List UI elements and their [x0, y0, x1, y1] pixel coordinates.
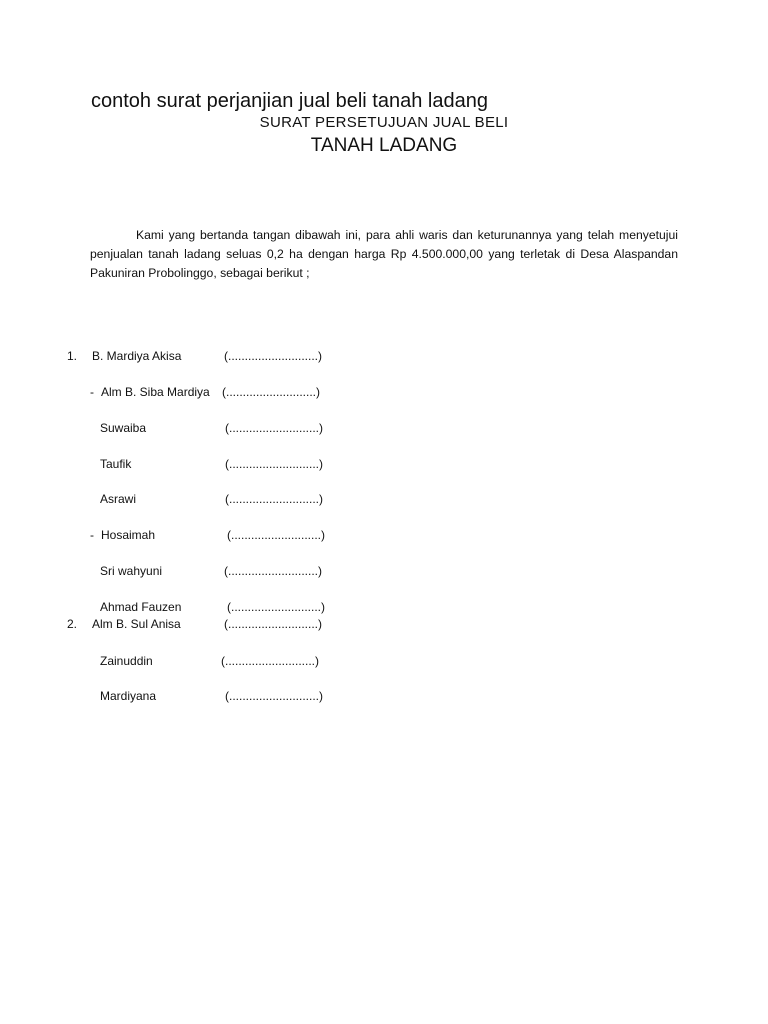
signatory-name: Zainuddin: [100, 654, 153, 668]
signatory-name: Ahmad Fauzen: [100, 600, 182, 614]
signature-line: (...........................): [227, 528, 326, 542]
signature-line: (...........................): [224, 564, 323, 578]
signature-line: (...........................): [225, 689, 324, 703]
signatory-name: Alm B. Sul Anisa: [92, 617, 181, 631]
signatory-name: Suwaiba: [100, 421, 147, 435]
signatory-name: Hosaimah: [101, 528, 156, 542]
list-number: 2.: [67, 617, 78, 631]
letter-title: [0, 114, 768, 131]
letter-title-text: SURAT PERSETUJUAN JUAL BELI: [259, 114, 509, 131]
list-dash: -: [90, 528, 94, 542]
signatory-name: Taufik: [100, 457, 132, 471]
signature-line: (...........................): [225, 492, 324, 506]
intro-paragraph-text: Kami yang bertanda tangan dibawah ini, para ahli waris dan keturunannya yang telah menyetujui penjualan tanah ladang seluas 0,2 ha dengan harga Rp 4.500.000,00 yang terletak di Desa Alaspandan Pakuniran Probolinggo, sebagai berikut ;: [90, 228, 678, 280]
signature-line: (...........................): [224, 349, 323, 363]
letter-subtitle-text: TANAH LADANG: [310, 135, 458, 156]
signatory-name: Mardiyana: [100, 689, 157, 703]
page-title: contoh surat perjanjian jual beli tanah ladang: [91, 90, 488, 112]
letter-subtitle: [0, 135, 768, 157]
signature-line: (...........................): [225, 457, 324, 471]
list-number: 1.: [67, 349, 78, 363]
signatory-name: Alm B. Siba Mardiya: [101, 385, 210, 399]
signature-line: (...........................): [225, 421, 324, 435]
intro-paragraph: [90, 226, 678, 283]
signatory-name: Asrawi: [100, 492, 137, 506]
signatory-name: Sri wahyuni: [100, 564, 163, 578]
list-dash: -: [90, 385, 94, 399]
signature-line: (...........................): [222, 385, 321, 399]
signature-line: (...........................): [227, 600, 326, 614]
signature-line: (...........................): [221, 654, 320, 668]
signature-line: (...........................): [224, 617, 323, 631]
signatory-name: B. Mardiya Akisa: [92, 349, 182, 363]
